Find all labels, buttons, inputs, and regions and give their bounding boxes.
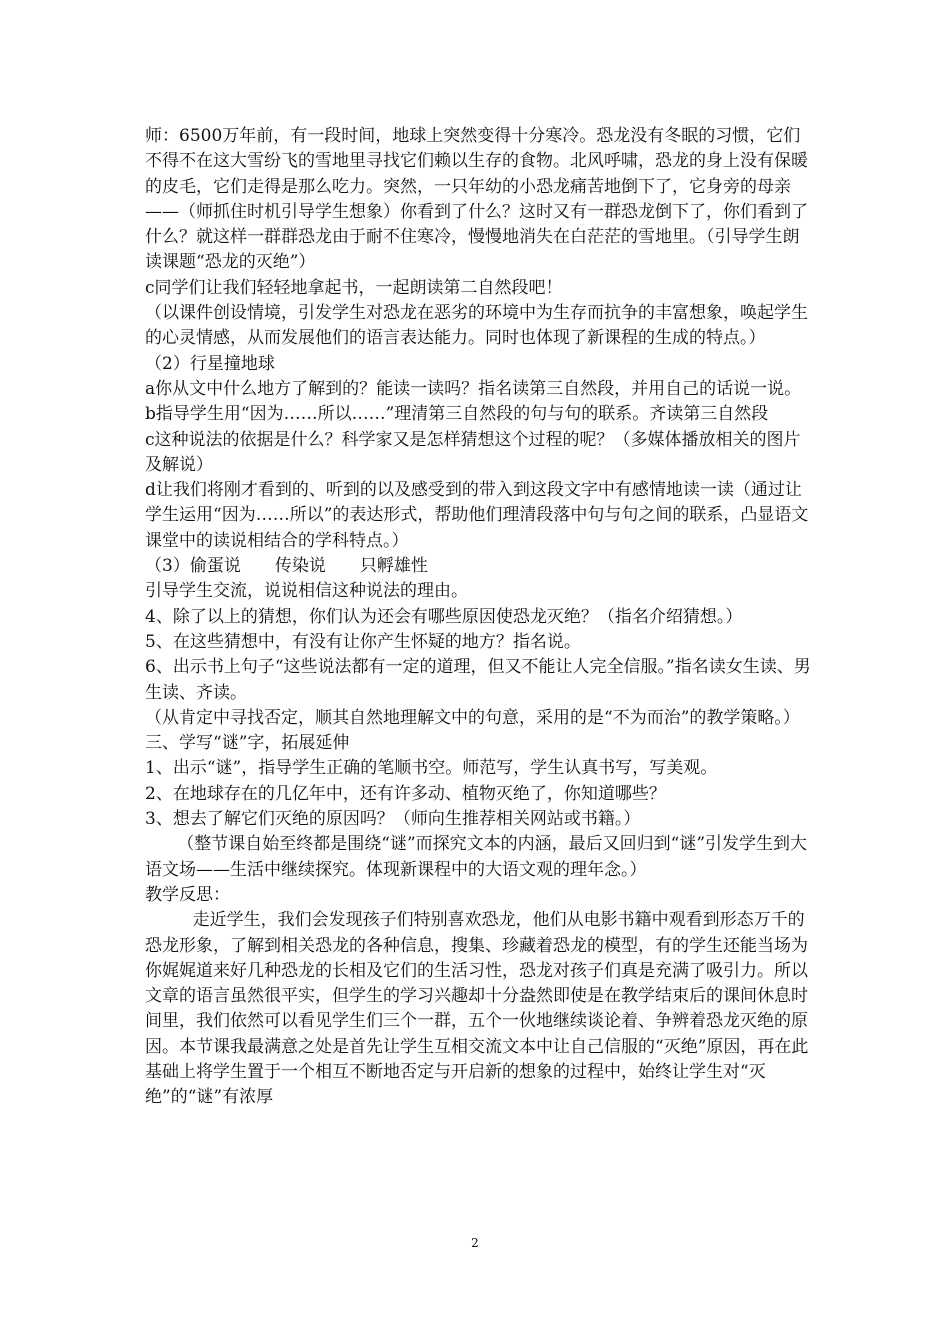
paragraph-item-1: 1、出示“谜”，指导学生正确的笔顺书空。师范写，学生认真书写，写美观。 [145,758,718,779]
paragraph-step-d: d让我们将刚才看到的、听到的以及感受到的带入到这段文字中有感情地读一读（通过让学生运用“因为……所以”的表达形式，帮助他们理清段落中句与句之间的联系，凸显语文课堂中的读说相结合的学科特点。） [145,480,809,551]
paragraph-discussion: 引导学生交流，说说相信这种说法的理由。 [145,581,468,602]
paragraph-step-c: c同学们让我们轻轻地拿起书，一起朗读第二自然段吧！ [145,277,563,298]
paragraph-summary-note: （整节课自始至终都是围绕“谜”而探究文本的内涵，最后又回归到“谜”引发学生到大语文场——生活中继续探究。体现新课程中的大语文观的理年念。） [145,834,808,880]
section-heading-reflection: 教学反思： [145,884,230,905]
paragraph-reflection: 走近学生，我们会发现孩子们特别喜欢恐龙，他们从电影书籍中观看到形态万千的恐龙形象，了解到相关恐龙的各种信息，搜集、珍藏着恐龙的模型，有的学生还能当场为你娓娓道来好几种恐龙的长相及它们的生活习性，恐龙对孩子们真是充满了吸引力。所以文章的语言虽然很平实，但学生的学习兴趣却十分盎然即使是在教学结束后的课间休息时间里，我们依然可以看见学生们三个一群，五个一伙地继续谈论着、争辨着恐龙灭绝的原因。本节课我最满意之处是首先让学生互相交流文本中让自己信服的“灭绝”原因，再在此基础上将学生置于一个相互不断地否定与开启新的想象的过程中，始终让学生对“灭绝”的“谜”有浓厚 [145,910,809,1108]
paragraph-item-5: 5、在这些猜想中，有没有让你产生怀疑的地方？指名说。 [145,631,581,652]
page-number: 2 [471,1236,479,1250]
paragraph-item-6: 6、出示书上句子“这些说法都有一定的道理，但又不能让人完全信服。”指名读女生读、男生读、齐读。 [145,657,811,703]
paragraph-step-b: b指导学生用“因为……所以……”理清第三自然段的句与句的联系。齐读第三自然段 [145,404,769,425]
document-body [145,124,813,1111]
paragraph-step-c2: c这种说法的依据是什么？科学家又是怎样猜想这个过程的呢？（多媒体播放相关的图片及解说） [145,429,801,475]
paragraph-note: （以课件创设情境，引发学生对恐龙在恶劣的环境中为生存而抗争的丰富想象，唤起学生的心灵情感，从而发展他们的语言表达能力。同时也体现了新课程的生成的特点。） [145,303,808,349]
paragraph-subheading-theories: （3）偷蛋说 传染说 只孵雄性 [145,556,428,577]
section-heading-3: 三、学写“谜”字，拓展延伸 [145,733,350,754]
paragraph-item-4: 4、除了以上的猜想，你们认为还会有哪些原因使恐龙灭绝？（指名介绍猜想。） [145,606,743,627]
paragraph-subheading-asteroid: （2）行星撞地球 [145,353,275,374]
paragraph-step-a: a你从文中什么地方了解到的？能读一读吗？指名读第三自然段，并用自己的话说一说。 [145,378,802,399]
paragraph-note-2: （从肯定中寻找否定，顺其自然地理解文中的句意，采用的是“不为而治”的教学策略。） [145,707,800,728]
paragraph-teacher-narration: 师：6500万年前，有一段时间，地球上突然变得十分寒冷。恐龙没有冬眠的习惯，它们不得不在这大雪纷飞的雪地里寻找它们赖以生存的食物。北风呼啸，恐龙的身上没有保暖的皮毛，它们走得是那么吃力。突然，一只年幼的小恐龙痛苦地倒下了，它身旁的母亲——（师抓住时机引导学生想象）你看到了什么？这时又有一群恐龙倒下了，你们看到了什么？就这样一群群恐龙由于耐不住寒冷，慢慢地消失在白茫茫的雪地里。（引导学生朗读课题“恐龙的灭绝”） [145,126,808,273]
paragraph-item-2: 2、在地球存在的几亿年中，还有许多动、植物灭绝了，你知道哪些？ [145,783,666,804]
paragraph-item-3: 3、想去了解它们灭绝的原因吗？（师向生推荐相关网站或书籍。） [145,809,641,830]
